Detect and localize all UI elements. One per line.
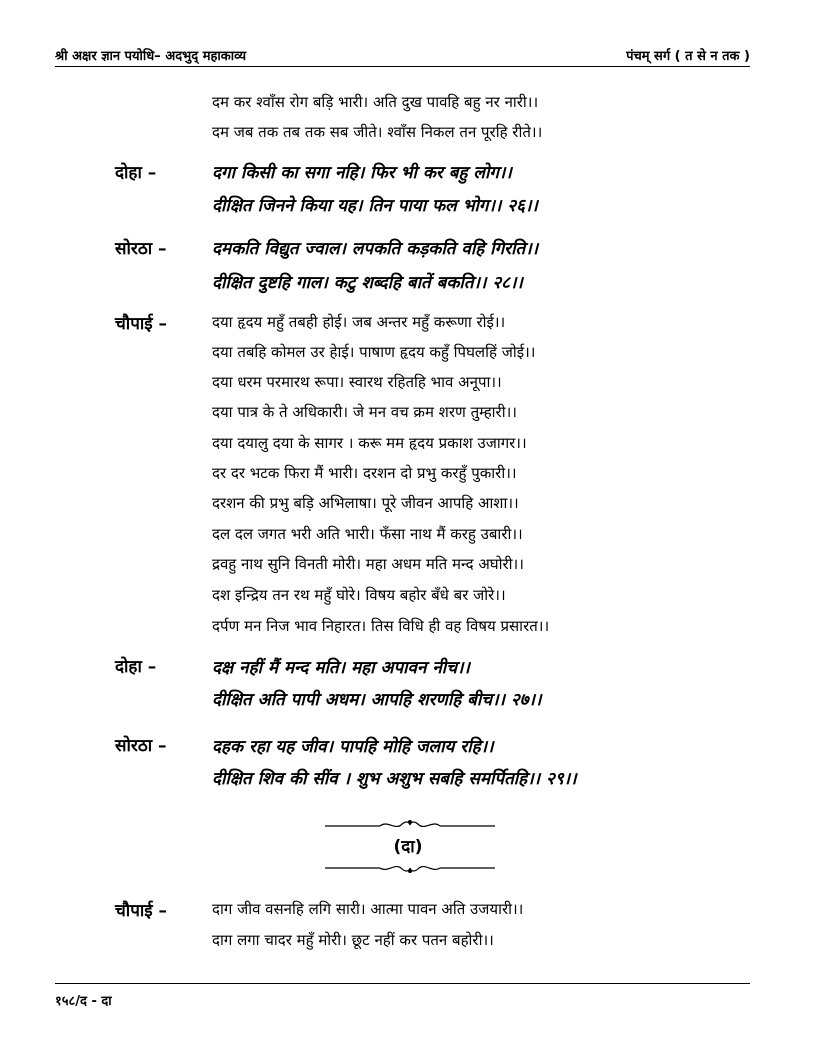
verse-line: दक्ष नहीं मैं मन्द मति। महा अपावन नीच।। — [212, 658, 470, 678]
chaupai-label: चौपाई – — [115, 901, 168, 921]
ornament-divider-top — [325, 818, 495, 832]
verse-line: दीक्षित अति पापी अधम। आपहि शरणहि बीच।। २७।। — [212, 690, 542, 710]
verse-line: दर्पण मन निज भाव निहारत। तिस विधि ही वह विषय प्रसारत।। — [212, 617, 550, 635]
sortha-label: सोरठा – — [115, 239, 167, 259]
page-number: १५८/द - दा — [55, 994, 112, 1009]
verse-line: दया पात्र के ते अधिकारी। जे मन वच क्रम शरण तुम्हारी।। — [212, 403, 517, 421]
verse-line: दमकति विद्युत ज्वाल। लपकति कड़कति वहि गिरति।। — [212, 239, 539, 259]
verse-line: दया धरम परमारथ रूपा। स्वारथ रहितहि भाव अनूपा।। — [212, 373, 502, 391]
ornament-divider-bottom — [325, 861, 495, 875]
verse-line: दया हृदय महुँ तबही होई। जब अन्तर महुँ करूणा रोई।। — [212, 313, 506, 331]
doha-label: दोहा – — [115, 657, 157, 677]
verse-line: दहक रहा यह जीव। पापहि मोहि जलाय रहि।। — [212, 737, 494, 757]
chaupai-label: चौपाई – — [115, 314, 168, 334]
chapter-title: पंचम् सर्ग ( त से न तक ) — [626, 49, 750, 64]
verse-line: दरशन की प्रभु बड़ि अभिलाषा। पूरे जीवन आपहि आशा।। — [212, 494, 519, 512]
verse-line: दल दल जगत भरी अति भारी। फँसा नाथ मैं करहु उबारी।। — [212, 525, 523, 543]
verse-line: द्रवहु नाथ सुनि विनती मोरी। महा अधम मति मन्द अघोरी।। — [212, 555, 524, 573]
section-title: (दा) — [393, 837, 423, 857]
verse-line: दया तबहि कोमल उर हेाई। पाषाण हृदय कहुँ पिघलहिं जोई।। — [212, 343, 536, 361]
verse-line: दया दयालु दया के सागर । करू मम हृदय प्रकाश उजागर।। — [212, 434, 527, 452]
verse-line: दगा किसी का सगा नहि। फिर भी कर बहु लोग।। — [212, 163, 512, 183]
verse-line: दीक्षित जिनने किया यह। तिन पाया फल भोग।। २६।। — [212, 196, 538, 216]
page-header — [55, 44, 750, 67]
verse-line: दम कर श्वाँस रोग बड़ि भारी। अति दुख पावहि बहु नर नारी।। — [212, 93, 539, 111]
verse-line: दीक्षित शिव की सींव । शुभ अशुभ सबहि समर्पितहि।। २९।। — [212, 769, 577, 789]
book-title: श्री अक्षर ज्ञान पयोधि– अदभुद् महाकाव्य — [55, 49, 247, 64]
footer-rule — [55, 983, 750, 984]
doha-label: दोहा – — [115, 163, 157, 183]
sortha-label: सोरठा – — [115, 736, 167, 756]
verse-line: दाग लगा चादर महुँ मोरी। छूट नहीं कर पतन बहोरी।। — [212, 931, 494, 949]
verse-line: दश इन्द्रिय तन रथ महुँ घोरे। विषय बहोर बँधे बर जोरे।। — [212, 586, 506, 604]
verse-line: दम जब तक तब तक सब जीते। श्वाँस निकल तन पूरहि रीते।। — [212, 123, 543, 141]
verse-line: दीक्षित दुष्टहि गाल। कटु शब्दहि बातें बकति।। २८।। — [212, 273, 523, 293]
verse-line: दर दर भटक फिरा मैं भारी। दरशन दो प्रभु करहुँ पुकारी।। — [212, 464, 517, 482]
verse-line: दाग जीव वसनहि लगि सारी। आत्मा पावन अति उजयारी।। — [212, 900, 524, 918]
